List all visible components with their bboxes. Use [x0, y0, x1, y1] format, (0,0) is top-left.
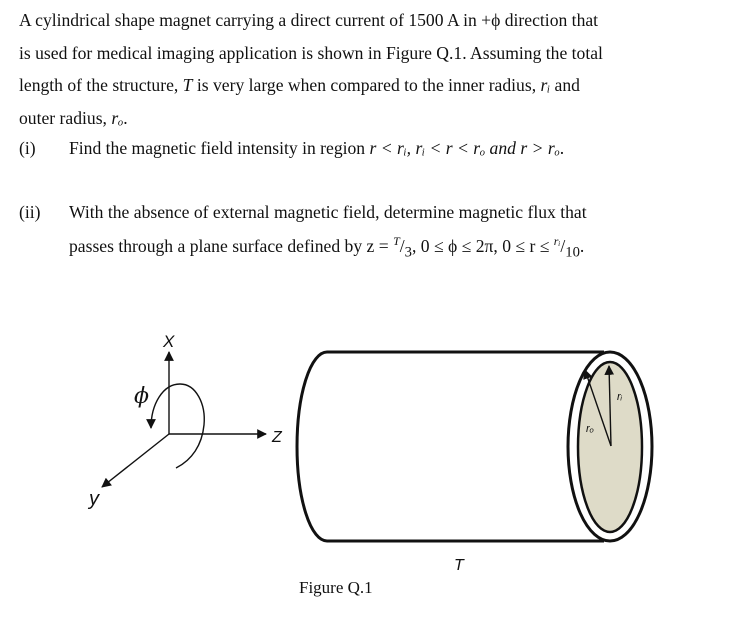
problem-line-4-text-b: . — [123, 107, 128, 128]
length-T-label: T — [454, 557, 464, 574]
axis-y-label: y — [89, 488, 99, 510]
question-i-regions: r < rᵢ, rᵢ < r < rₒ and r > rₒ — [369, 138, 560, 158]
phi-label: ϕ — [134, 384, 149, 409]
question-i-end: . — [559, 138, 565, 158]
ro-label: rₒ — [586, 423, 595, 435]
question-ii-line-2-end: . — [579, 235, 585, 256]
symbol-ri: rᵢ — [540, 75, 551, 95]
y-axis-line — [102, 434, 169, 487]
axis-z-label: Z — [272, 429, 282, 446]
r-fraction-slash: / — [560, 235, 566, 256]
phi-rotation-arrow — [151, 384, 204, 468]
symbol-ro: rₒ — [111, 107, 124, 128]
question-ii-number: (ii) — [19, 202, 41, 222]
problem-line-3-text-b: is very large when compared to the inner radius, — [192, 75, 541, 95]
problem-line-2: is used for medical imaging application is shown in Figure Q.1. Assuming the total — [19, 42, 603, 63]
problem-line-3-text-a: length of the structure, — [19, 75, 183, 95]
question-i-text-a: Find the magnetic field intensity in region — [69, 138, 370, 158]
question-ii-line-2-text-b: , 0 ≤ ϕ ≤ 2π, 0 ≤ r ≤ — [411, 235, 554, 256]
cylinder-magnet — [297, 352, 652, 541]
r-fraction-numerator: rᵢ — [553, 234, 561, 248]
cylinder-back-arc — [297, 352, 327, 541]
problem-line-4-text-a: outer radius, — [19, 107, 112, 128]
z-fraction-denominator: 3 — [404, 244, 412, 261]
coordinate-axes — [102, 352, 266, 487]
question-ii-line-2-text-a: passes through a plane surface defined by z = — [69, 235, 394, 256]
axis-x-label: X — [163, 332, 175, 351]
figure-caption: Figure Q.1 — [299, 578, 373, 597]
z-fraction-numerator: T — [393, 234, 400, 248]
symbol-T: T — [182, 75, 193, 95]
z-fraction-slash: / — [399, 235, 405, 256]
r-fraction-denominator: 10 — [565, 244, 580, 261]
ri-label: rᵢ — [617, 391, 623, 403]
question-ii-line-1: With the absence of external magnetic field, determine magnetic flux that — [69, 202, 587, 222]
problem-line-1: A cylindrical shape magnet carrying a direct current of 1500 A in +ϕ direction that — [19, 10, 599, 30]
problem-line-3-text-c: and — [550, 75, 580, 95]
question-i-number: (i) — [19, 138, 36, 158]
